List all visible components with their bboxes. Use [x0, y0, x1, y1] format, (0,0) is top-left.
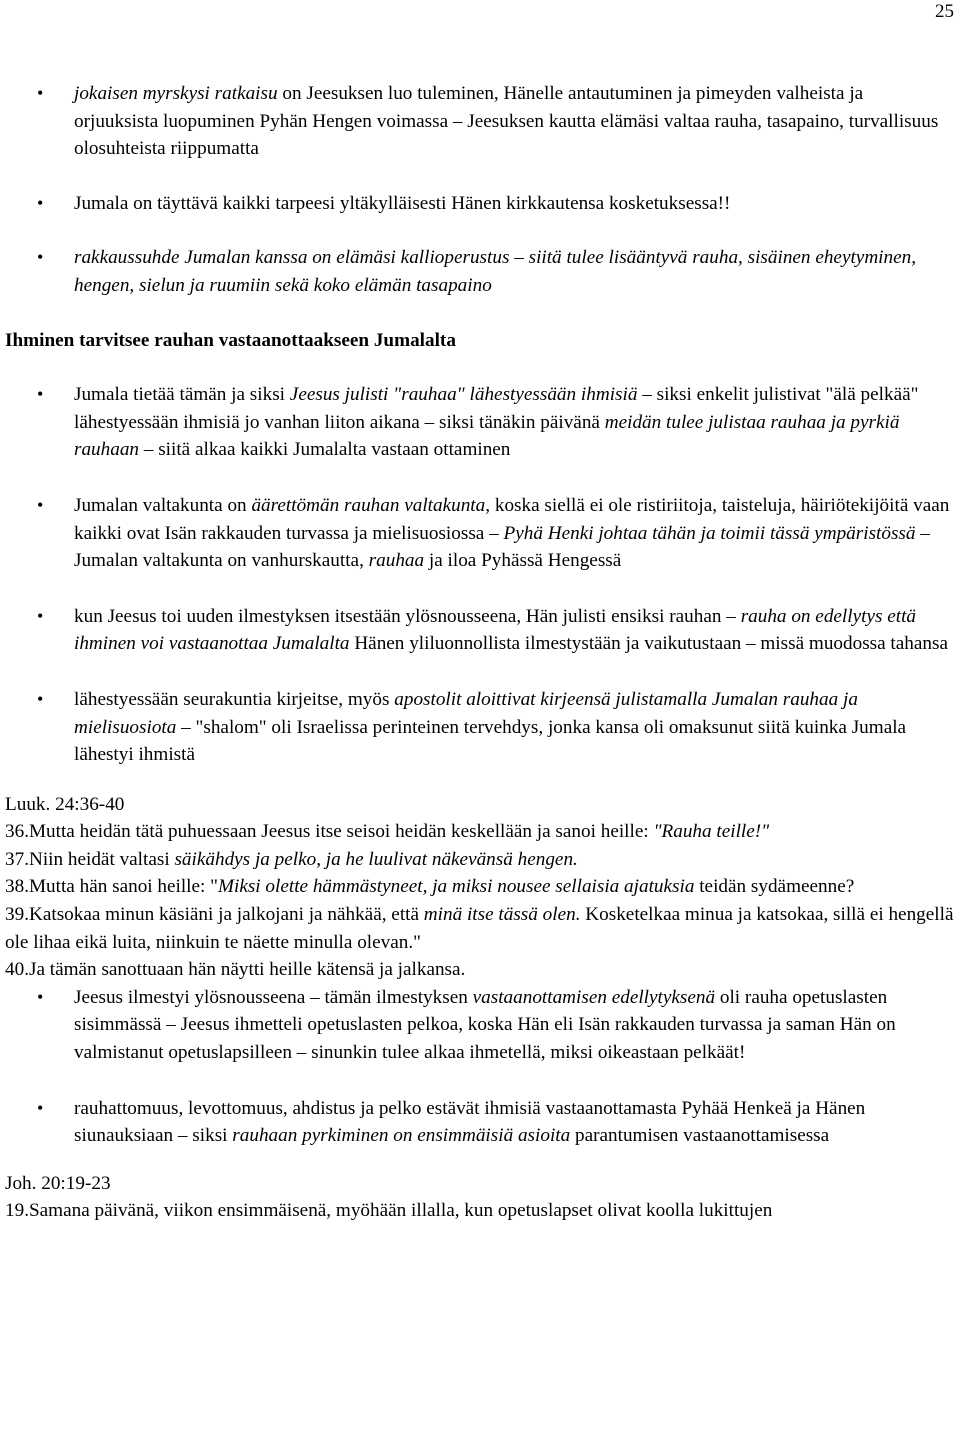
list-item	[5, 190, 955, 218]
verse-39	[5, 901, 955, 956]
scripture-reference: Joh. 20:19-23	[5, 1172, 111, 1194]
text: Jumalan valtakunta on	[74, 494, 252, 516]
verse-36	[5, 818, 955, 846]
verse-40	[5, 956, 955, 984]
verse-37	[5, 846, 955, 874]
list-item	[5, 686, 955, 769]
text: Kosketelkaa minua ja katsokaa, sillä ei hengellä ole lihaa eikä luita, niinkuin te näette minulla olevan."	[5, 904, 954, 953]
italic-text: apostolit aloittivat kirjeensä julistamalla Jumalan rauhaa ja mielisuosiota	[74, 688, 858, 738]
text: – siksi enkelit julistivat "älä pelkää" lähestyessään ihmisiä jo vanhan liiton aikana – siksi tänäkin päivänä	[74, 384, 919, 433]
text: oli rauha opetuslasten sisimmässä – Jeesus ihmetteli opetuslasten pelkoa, koska Hän eli Isän rakkauden turvassa ja saman Hän on valmistanut opetuslapsilleen – sinunkin tulee alkaa ihmetellä, miksi oikeastaan pelkäät!	[74, 986, 896, 1064]
text: 40.Ja tämän sanottuaan hän näytti heille kätensä ja jalkansa.	[5, 959, 466, 981]
text: Jumala tietää tämän ja siksi	[74, 384, 290, 406]
text: – "shalom" oli Israelissa perinteinen tervehdys, jonka kansa oli omaksunut siitä kuinka Jumala lähestyi ihmistä	[74, 716, 907, 766]
list-item	[5, 1095, 955, 1150]
text: kun Jeesus toi uuden ilmestyksen itsestään ylösnousseena, Hän julisti ensiksi rauhan –	[74, 605, 741, 627]
list-item	[5, 603, 955, 658]
text: 36.Mutta heidän tätä puhuessaan Jeesus itse seisoi heidän keskellään ja sanoi heille:	[5, 821, 654, 843]
list-item	[5, 381, 955, 464]
list-item	[5, 984, 955, 1067]
list-item	[5, 492, 955, 575]
text: 39.Katsokaa minun käsiäni ja jalkojani ja nähkää, että	[5, 904, 424, 926]
bullet-list-bottom	[5, 984, 955, 1150]
verse-19: 19.Samana päivänä, viikon ensimmäisenä, myöhään illalla, kun opetuslapset olivat koolla lukittujen	[5, 1200, 773, 1222]
text: Jeesus ilmestyi ylösnousseena – tämän ilmestyksen	[74, 986, 473, 1008]
page-number: 25	[935, 1, 954, 22]
scripture-reference: Luuk. 24:36-40	[5, 793, 125, 815]
text: Jumala on täyttävä kaikki tarpeesi yltäkylläisesti Hänen kirkkautensa kosketuksessa!!	[74, 192, 731, 214]
list-item	[5, 80, 955, 163]
text: , koska siellä ei ole ristiriitoja, taisteluja, häiriötekijöitä vaan kaikki ovat Isän rakkauden turvassa ja mielisuosiossa –	[74, 494, 950, 544]
italic-text: jokaisen myrskysi ratkaisu	[74, 83, 278, 104]
text: – siitä alkaa kaikki Jumalalta vastaan ottaminen	[139, 439, 511, 461]
list-item	[5, 244, 955, 299]
italic-text: säikähdys ja pelko, ja he luulivat näkevänsä hengen.	[174, 848, 578, 870]
text: lähestyessään seurakuntia kirjeitse, myös	[74, 688, 395, 710]
italic-text: Miksi olette hämmästyneet, ja miksi nousee sellaisia ajatuksia	[218, 876, 695, 898]
text: 38.Mutta hän sanoi heille: "	[5, 876, 218, 898]
bullet-list-top	[5, 80, 955, 300]
italic-text: äärettömän rauhan valtakunta	[251, 494, 486, 516]
document-body	[5, 80, 955, 1225]
italic-text: minä itse tässä olen.	[423, 904, 581, 926]
italic-text: vastaanottamisen edellytyksenä	[472, 986, 716, 1008]
italic-text: rakkaussuhde Jumalan kanssa on elämäsi kallioperustus – siitä tulee lisääntyvä rauha, sisäinen eheytyminen, hengen, sielun ja ruumiin sekä koko elämän tasapaino	[74, 247, 917, 296]
text: rauhattomuus, levottomuus, ahdistus ja pelko estävät ihmisiä vastaanottamasta Pyhää Henkeä ja Hänen siunauksiaan – siksi	[74, 1097, 866, 1147]
verse-38	[5, 873, 955, 901]
italic-text: Pyhä Henki johtaa tähän ja toimii tässä ympäristössä	[503, 522, 916, 544]
italic-text: meidän tulee julistaa rauhaa ja pyrkiä rauhaan	[74, 411, 900, 461]
italic-text: "Rauha teille!"	[653, 821, 770, 843]
text: parantumisen vastaanottamisessa	[570, 1125, 830, 1147]
italic-text: rauhaan pyrkiminen on ensimmäisiä asioita	[232, 1125, 571, 1147]
italic-text: rauhaa	[368, 550, 425, 572]
text: Hänen yliluonnollista ilmestystään ja vaikutustaan – missä muodossa tahansa	[349, 633, 948, 655]
italic-text: rauha on edellytys että ihminen voi vastaanottaa Jumalalta	[74, 605, 916, 655]
text: ja iloa Pyhässä Hengessä	[424, 550, 622, 572]
text: 37.Niin heidät valtasi	[5, 848, 175, 870]
text: on Jeesuksen luo tuleminen, Hänelle antautuminen ja pimeyden valheista ja orjuuksista luopuminen Pyhän Hengen voimassa – Jeesuksen kautta elämäsi valtaa rauha, tasapaino, turvallisuus olosuhteista riippumatta	[74, 83, 939, 160]
bullet-list-mid	[5, 381, 955, 769]
text: – Jumalan valtakunta on vanhurskautta,	[74, 522, 930, 572]
italic-text: Jeesus julisti "rauhaa" lähestyessään ihmisiä	[289, 384, 638, 406]
section-heading: Ihminen tarvitsee rauhan vastaanottaakseen Jumalalta	[5, 329, 456, 351]
text: teidän sydämeenne?	[694, 876, 855, 898]
